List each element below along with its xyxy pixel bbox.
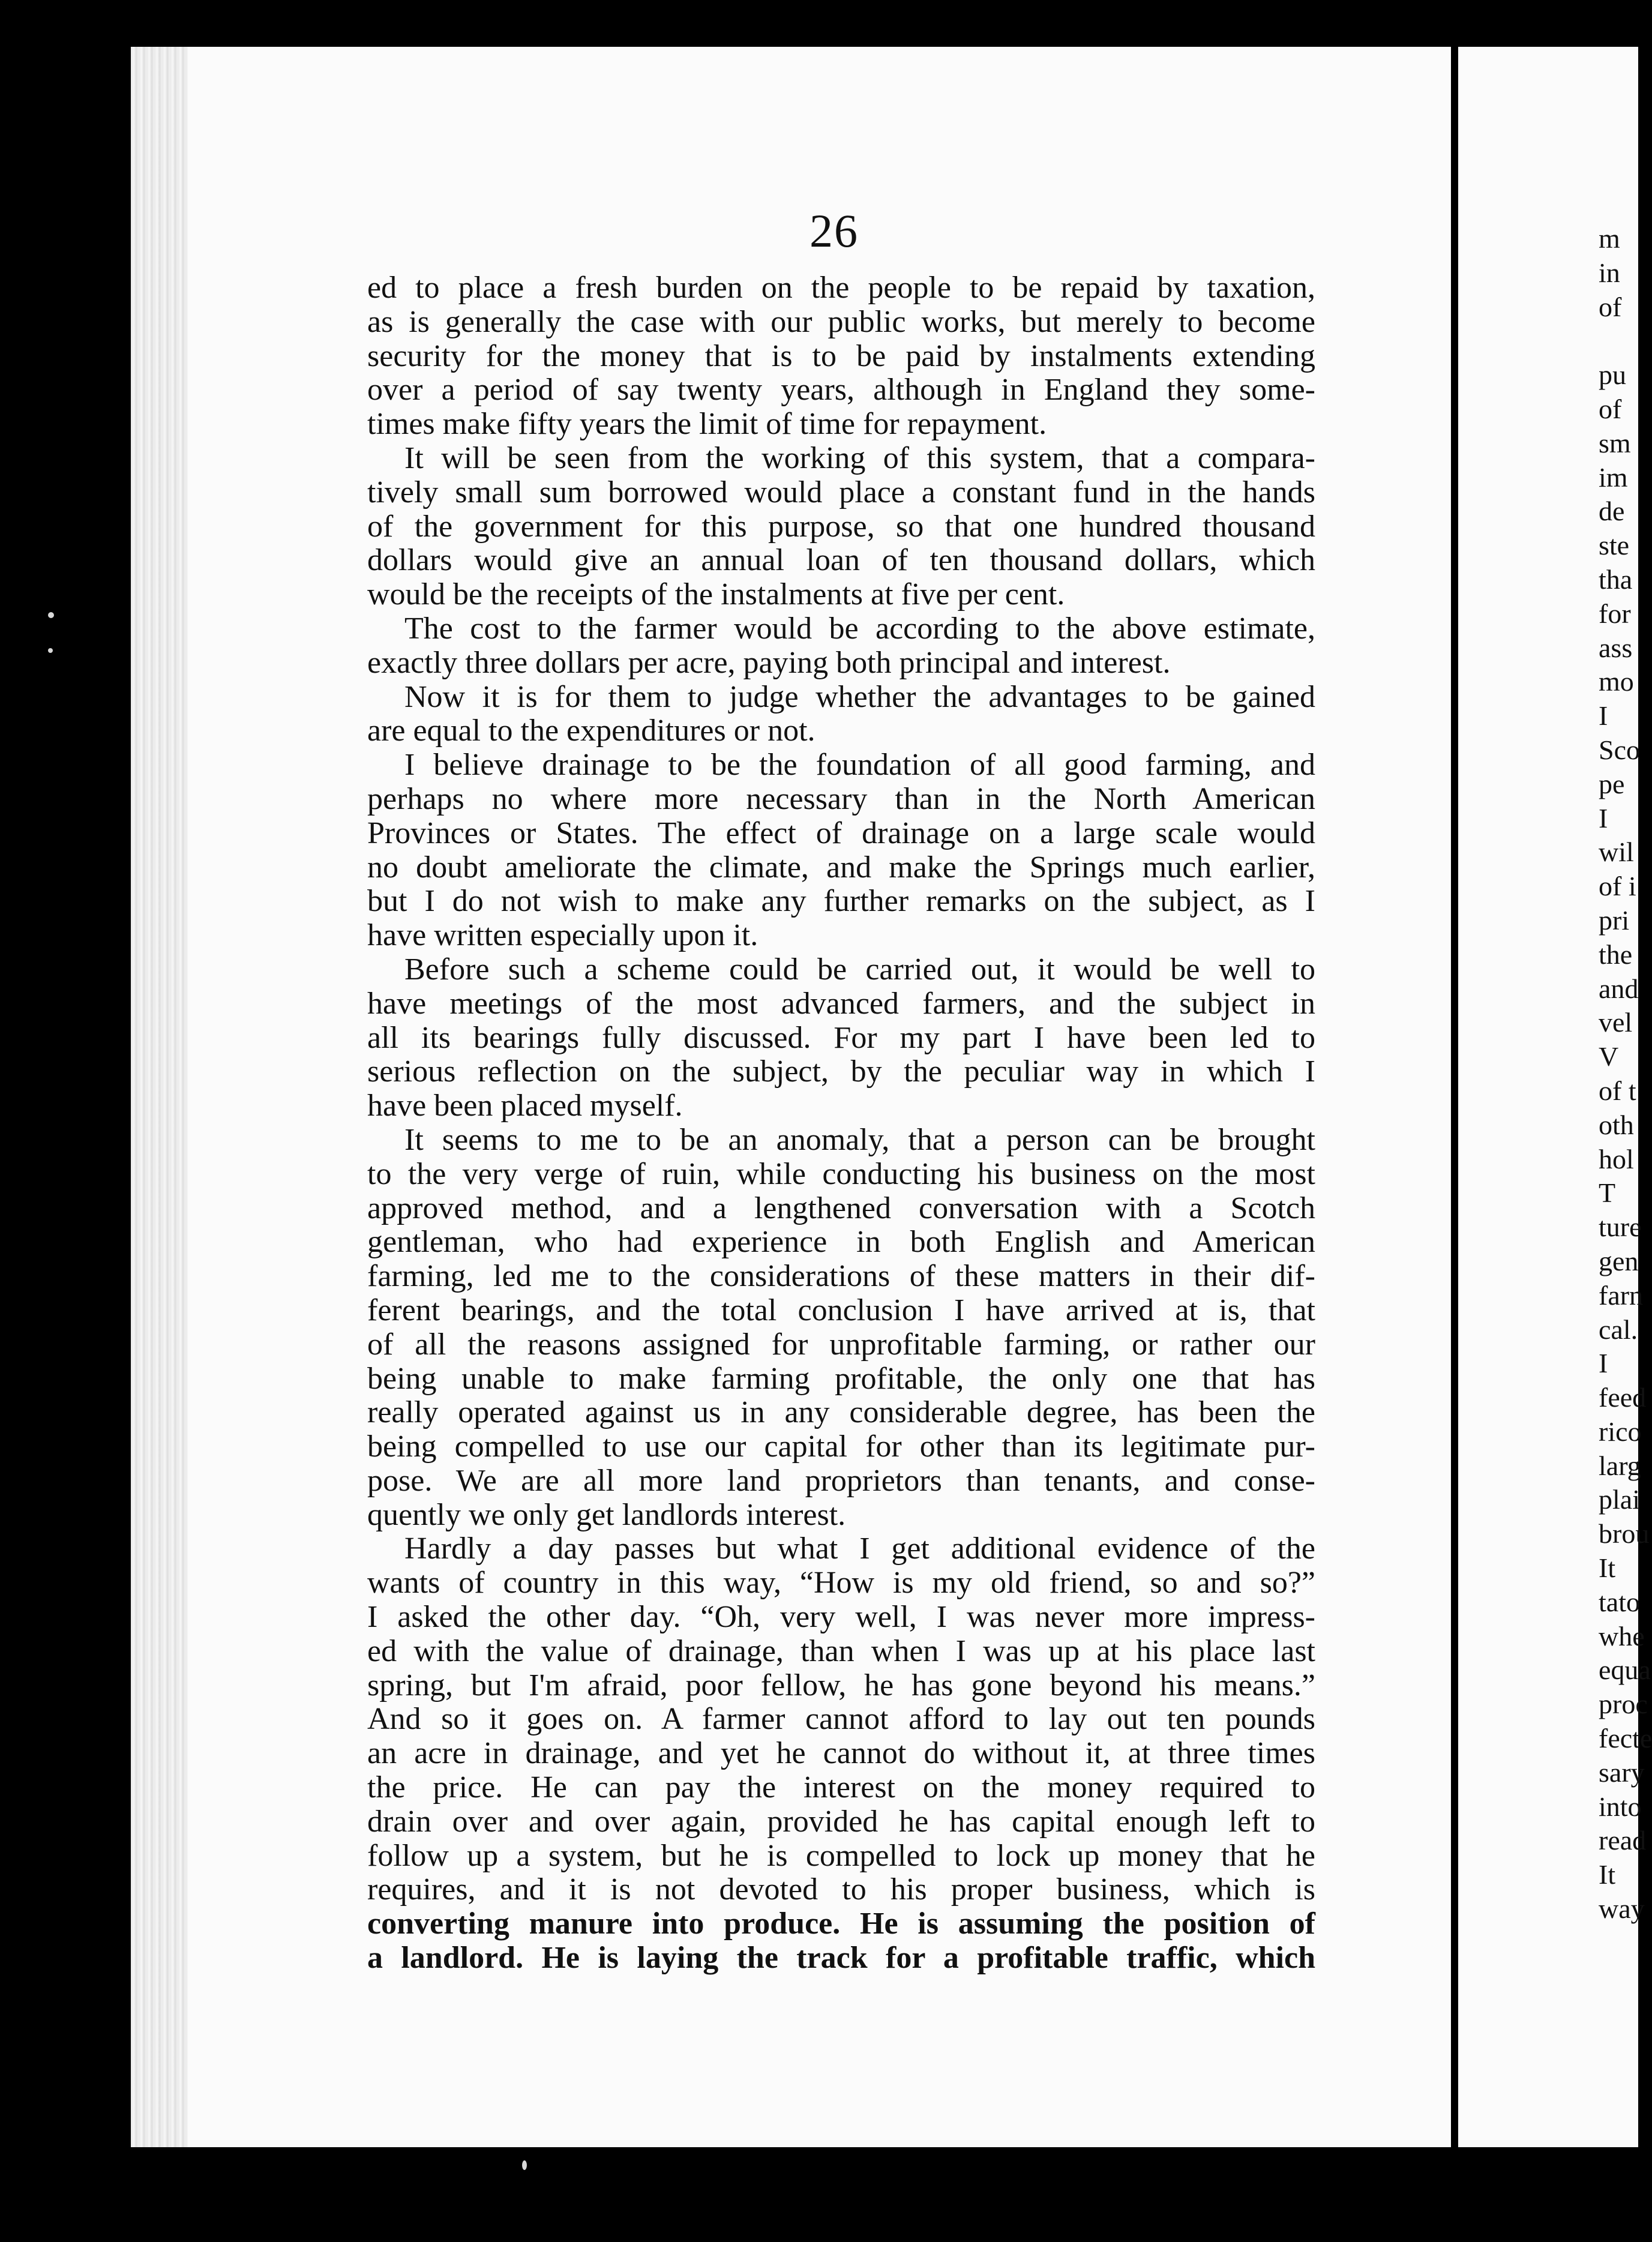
- right-fragment-line: read: [1599, 1825, 1647, 1856]
- text-line: pose. We are all more land proprietors than tenants, and conse-: [367, 1463, 1315, 1498]
- right-fragment-line: ture: [1599, 1212, 1642, 1243]
- text-line: approved method, and a lengthened conversation with a Scotch: [367, 1191, 1315, 1225]
- right-fragment-line: m: [1599, 223, 1620, 254]
- text-line: as is generally the case with our public works, but merely to become: [367, 304, 1315, 339]
- right-fragment-line: vel: [1599, 1007, 1633, 1038]
- text-line: It seems to me to be an anomaly, that a person can be brought: [404, 1122, 1315, 1157]
- right-fragment-line: mo: [1599, 666, 1634, 697]
- text-line: to the very verge of ruin, while conducting his business on the most: [367, 1156, 1315, 1191]
- right-fragment-line: sary: [1599, 1757, 1645, 1788]
- text-line: converting manure into produce. He is assuming the position of: [367, 1907, 1315, 1941]
- right-fragment-line: wil: [1599, 837, 1634, 868]
- text-line: but I do not wish to make any further remarks on the subject, as I: [367, 884, 1315, 919]
- right-fragment-line: of t: [1599, 1075, 1636, 1106]
- right-fragment-line: de: [1599, 496, 1625, 527]
- text-line: have meetings of the most advanced farmers, and the subject in: [367, 986, 1315, 1021]
- right-fragment-line: of: [1599, 393, 1622, 424]
- right-fragment-line: Sco: [1599, 734, 1640, 765]
- text-line: of all the reasons assigned for unprofitable farming, or rather our: [367, 1327, 1315, 1362]
- text-line: I asked the other day. “Oh, very well, I was never more impress-: [367, 1600, 1315, 1635]
- right-fragment-line: whe: [1599, 1620, 1645, 1651]
- text-line: The cost to the farmer would be according to the above estimate,: [404, 611, 1315, 646]
- text-line: times make fifty years the limit of time for repayment.: [367, 407, 1047, 442]
- text-line: are equal to the expenditures or not.: [367, 714, 815, 748]
- text-line: And so it goes on. A farmer cannot afford to lay out ten pounds: [367, 1702, 1315, 1737]
- text-line: quently we only get landlords interest.: [367, 1497, 846, 1532]
- right-fragment-line: I: [1599, 802, 1608, 834]
- right-fragment-line: It: [1599, 1859, 1616, 1890]
- text-line: no doubt ameliorate the climate, and make the Springs much earlier,: [367, 850, 1315, 885]
- right-fragment-line: It: [1599, 1552, 1616, 1584]
- right-fragment-line: in: [1599, 257, 1620, 288]
- right-fragment-line: fecte: [1599, 1723, 1652, 1754]
- text-line: drain over and over again, provided he has capital enough left to: [367, 1804, 1315, 1839]
- dust-speck: [48, 648, 53, 653]
- right-fragment-line: im: [1599, 461, 1628, 493]
- text-line: serious reflection on the subject, by the peculiar way in which I: [367, 1054, 1315, 1089]
- right-fragment-line: tato: [1599, 1586, 1640, 1617]
- right-fragment-line: and: [1599, 973, 1639, 1004]
- right-fragment-line: proc: [1599, 1689, 1648, 1720]
- text-line: the price. He can pay the interest on the money required to: [367, 1770, 1315, 1805]
- text-line: over a period of say twenty years, although in England they some-: [367, 373, 1315, 407]
- text-line: of the government for this purpose, so that one hundred thousand: [367, 509, 1315, 544]
- text-line: requires, and it is not devoted to his proper business, which is: [367, 1872, 1315, 1907]
- right-fragment-line: pe: [1599, 768, 1625, 799]
- dust-speck: [522, 2160, 527, 2170]
- text-line: Provinces or States. The effect of drainage on a large scale would: [367, 816, 1315, 850]
- right-fragment-line: tha: [1599, 564, 1633, 595]
- text-line: I believe drainage to be the foundation of all good farming, and: [404, 748, 1315, 783]
- right-fragment-line: ass: [1599, 632, 1633, 663]
- page-number: 26: [809, 205, 859, 257]
- text-line: security for the money that is to be paid by instalments extending: [367, 338, 1315, 373]
- body-text: [367, 271, 1315, 1976]
- right-fragment-line: [1599, 324, 1635, 358]
- text-line: have been placed myself.: [367, 1089, 683, 1123]
- right-fragment-line: farn: [1599, 1279, 1644, 1311]
- right-fragment-line: pu: [1599, 359, 1626, 391]
- right-page-fragments: [1599, 222, 1652, 1926]
- right-fragment-line: equa: [1599, 1654, 1651, 1686]
- text-line: follow up a system, but he is compelled to lock up money that he: [367, 1838, 1315, 1873]
- text-line: all its bearings fully discussed. For my part I have been led to: [367, 1020, 1315, 1055]
- right-fragment-line: of i: [1599, 871, 1636, 902]
- right-fragment-line: plai: [1599, 1484, 1640, 1515]
- text-line: Hardly a day passes but what I get additional evidence of the: [404, 1531, 1315, 1566]
- right-fragment-line: V: [1599, 1041, 1619, 1072]
- text-line: wants of country in this way, “How is my old friend, so and so?”: [367, 1566, 1315, 1600]
- right-fragment-line: for: [1599, 598, 1631, 629]
- text-line: being unable to make farming profitable, the only one that has: [367, 1361, 1315, 1396]
- right-fragment-line: I: [1599, 1348, 1608, 1379]
- right-fragment-line: hol: [1599, 1143, 1634, 1174]
- right-fragment-line: pri: [1599, 904, 1630, 936]
- text-line: ed to place a fresh burden on the people to be repaid by taxation,: [367, 271, 1315, 305]
- right-fragment-line: into: [1599, 1791, 1642, 1822]
- text-line: an acre in drainage, and yet he cannot do without it, at three times: [367, 1736, 1315, 1771]
- right-fragment-line: T: [1599, 1177, 1616, 1209]
- dust-speck: [48, 612, 54, 618]
- right-fragment-line: brou: [1599, 1518, 1650, 1549]
- right-fragment-line: I: [1599, 700, 1608, 732]
- text-line: ferent bearings, and the total conclusion I have arrived at is, that: [367, 1293, 1315, 1327]
- text-line: tively small sum borrowed would place a constant fund in the hands: [367, 475, 1315, 509]
- right-fragment-line: way: [1599, 1893, 1645, 1925]
- right-fragment-line: rico: [1599, 1416, 1642, 1447]
- right-fragment-line: sm: [1599, 427, 1631, 458]
- text-line: exactly three dollars per acre, paying both principal and interest.: [367, 645, 1171, 680]
- text-line: ed with the value of drainage, than when I was up at his place last: [367, 1633, 1315, 1668]
- right-fragment-line: gen: [1599, 1245, 1639, 1276]
- right-fragment-line: the: [1599, 939, 1633, 970]
- page-edge: [131, 47, 188, 2147]
- right-fragment-line: larg: [1599, 1450, 1641, 1481]
- right-fragment-line: feed: [1599, 1382, 1647, 1413]
- text-line: have written especially upon it.: [367, 918, 758, 953]
- right-fragment-line: oth: [1599, 1109, 1634, 1140]
- text-line: gentleman, who had experience in both English and American: [367, 1225, 1315, 1260]
- right-fragment-line: cal.: [1599, 1314, 1638, 1345]
- text-line: would be the receipts of the instalments at five per cent.: [367, 577, 1065, 612]
- text-line: Now it is for them to judge whether the advantages to be gained: [404, 679, 1315, 714]
- text-line: a landlord. He is laying the track for a profitable traffic, which: [367, 1941, 1315, 1976]
- text-line: really operated against us in any considerable degree, has been the: [367, 1395, 1315, 1430]
- text-line: It will be seen from the working of this system, that a compara-: [404, 440, 1315, 475]
- text-line: dollars would give an annual loan of ten thousand dollars, which: [367, 543, 1315, 578]
- right-fragment-line: of: [1599, 291, 1622, 322]
- right-fragment-line: ste: [1599, 530, 1630, 561]
- text-line: being compelled to use our capital for other than its legitimate pur-: [367, 1429, 1315, 1464]
- text-line: perhaps no where more necessary than in the North American: [367, 781, 1315, 816]
- text-line: farming, led me to the considerations of these matters in their dif-: [367, 1259, 1315, 1294]
- text-line: spring, but I'm afraid, poor fellow, he has gone beyond his means.”: [367, 1668, 1315, 1703]
- text-line: Before such a scheme could be carried out, it would be well to: [404, 952, 1315, 987]
